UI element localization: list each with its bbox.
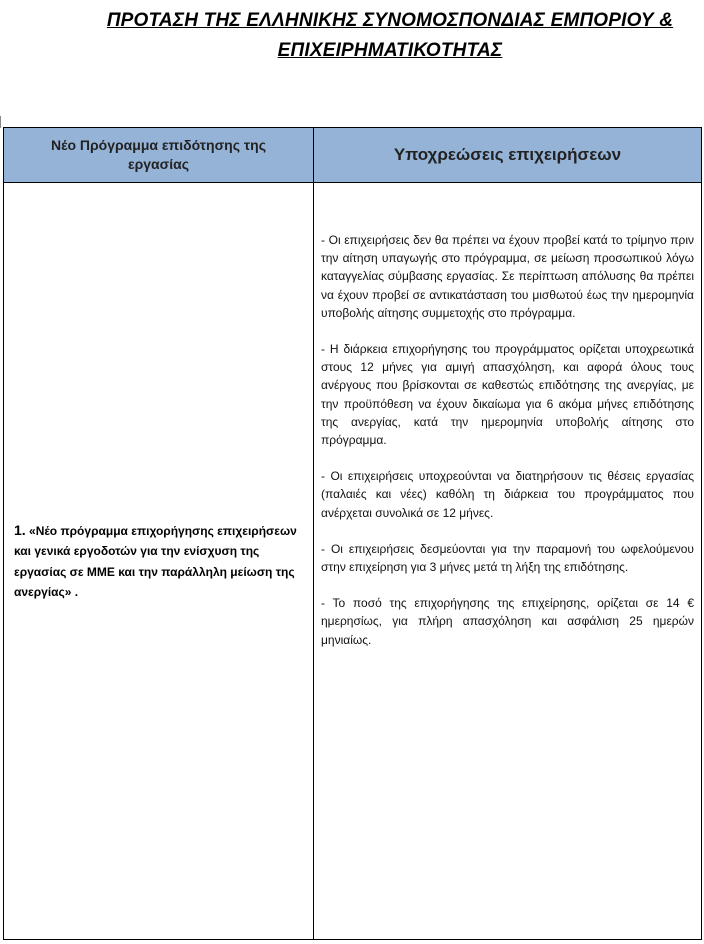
header-obligations-label: Υποχρεώσεις επιχειρήσεων <box>393 145 622 164</box>
header-program-label: Νέο Πρόγραμμα επιδότησης της εργασίας <box>51 137 266 172</box>
program-description: «Νέο πρόγραμμα επιχορήγησης επιχειρήσεων και γενικά εργοδοτών για την ενίσχυση της εργασίας σε ΜΜΕ και την παράλληλη μείωση της ανεργίας» . <box>14 523 297 599</box>
header-cell-program <box>4 128 314 183</box>
obligation-paragraph: - Η διάρκεια επιχορήγησης του προγράμματος ορίζεται υποχρεωτικά στους 12 μήνες για αμιγή απασχόληση, και αφορά όλους τους ανέργους που βρίσκονται σε καθεστώς επιδότησης της ανεργίας, με την προϋπόθεση να έχουν δικαίωμα για 6 ακόμα μήνες επιδότησης της ανεργίας, κατά την ημερομηνία υποβολής αίτησης στο πρόγραμμα. <box>321 342 694 448</box>
table-header-row <box>4 128 702 183</box>
obligation-paragraph: - Οι επιχειρήσεις δεν θα πρέπει να έχουν προβεί κατά το τρίμηνο πριν την αίτηση υπαγωγής στο πρόγραμμα, σε μείωση προσωπικού λόγω καταγγελίας σύμβασης εργασίας. Σε περίπτωση απόλυσης θα πρέπει να έχουν προβεί σε αντικατάσταση του μισθωτού έως την ημερομηνία υποβολής αίτησης συμμετοχής στο πρόγραμμα. <box>321 233 694 320</box>
obligation-paragraph: - Οι επιχειρήσεις υποχρεούνται να διατηρήσουν τις θέσεις εργασίας (παλαιές και νέες) καθόλη τη διάρκεια του προγράμματος που ανέρχεται συνολικά σε 12 μήνες. <box>321 469 694 520</box>
program-cell <box>4 183 314 940</box>
program-number: 1. <box>14 521 26 538</box>
table-row <box>4 183 702 940</box>
document-title-line-1: ΠΡΟΤΑΣΗ ΤΗΣ ΕΛΛΗΝΙΚΗΣ ΣΥΝΟΜΟΣΠΟΝΔΙΑΣ ΕΜΠΟΡΙΟΥ & <box>106 10 674 31</box>
obligation-paragraph: - Οι επιχειρήσεις δεσμεύονται για την παραμονή του ωφελούμενου στην επιχείρηση για 3 μήνες μετά τη λήξη της επιδότησης. <box>321 541 694 575</box>
program-table <box>3 127 702 940</box>
header-cell-obligations <box>314 128 702 183</box>
obligations-cell <box>314 183 702 940</box>
obligation-paragraph: - Το ποσό της επιχορήγησης της επιχείρησης, ορίζεται σε 14 € ημερησίως, για πλήρη απασχόληση και ασφάλιση 25 ημερών μηνιαίως. <box>321 596 694 647</box>
document-title-line-2: ΕΠΙΧΕΙΡΗΜΑΤΙΚΟΤΗΤΑΣ <box>277 40 503 61</box>
